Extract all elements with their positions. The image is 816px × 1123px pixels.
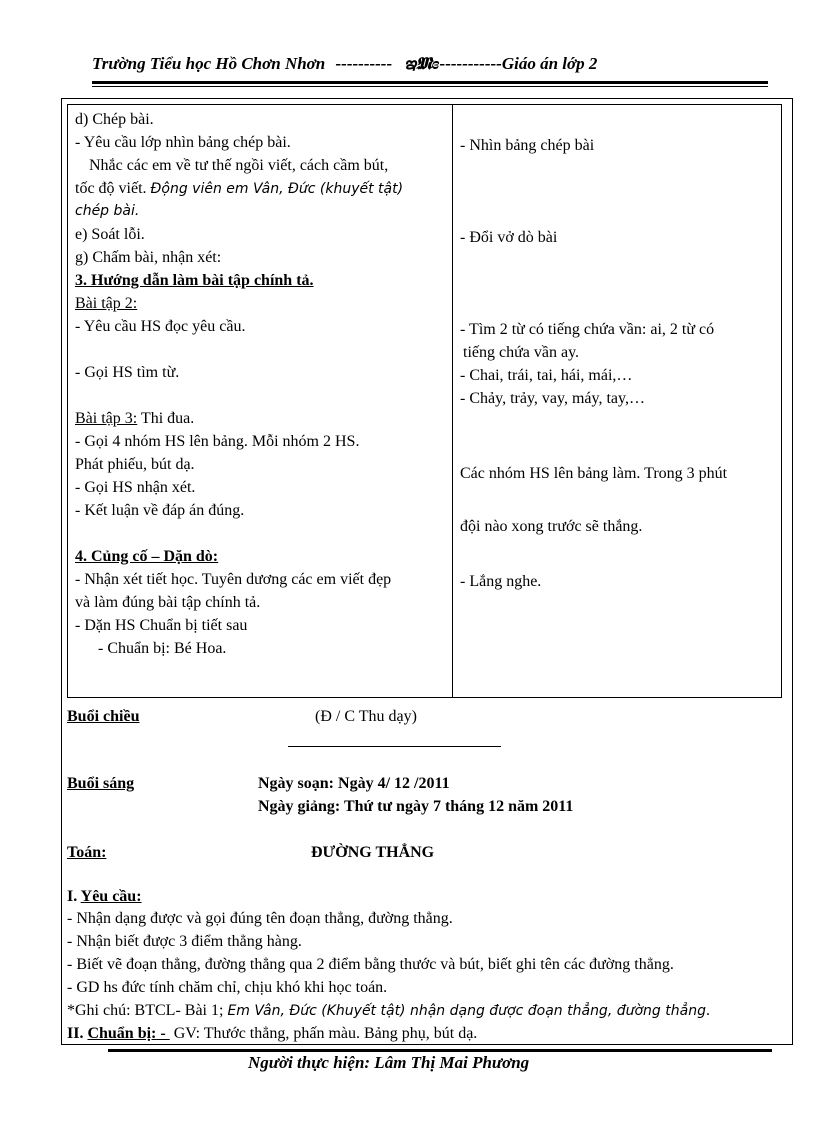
right-line: Các nhóm HS lên bảng làm. Trong 3 phút	[460, 465, 728, 482]
school-name: Trường Tiểu học Hồ Chơn Nhơn	[92, 54, 326, 73]
requirements-number: I.	[67, 888, 81, 905]
note-prefix: *Ghi chú: BTCL- Bài 1;	[67, 1002, 228, 1019]
section-heading: 4. Củng cố – Dặn dò:	[75, 548, 219, 565]
ornament-icon: ఇ𝕸ɞ	[404, 54, 440, 73]
table-right-border	[781, 104, 782, 698]
right-line: - Nhìn bảng chép bài	[460, 137, 595, 154]
header-dashes-right: -----------	[439, 54, 502, 73]
preparation-line	[67, 1022, 477, 1045]
preparation-text: GV: Thước thẳng, phấn màu. Bảng phụ, bút dạ.	[173, 1025, 478, 1042]
morning-label: Buổi sáng	[67, 775, 135, 792]
footer-author: Người thực hiện: Lâm Thị Mai Phương	[248, 1053, 530, 1072]
note-italic: Em Vân, Đức (Khuyết tật) nhận dạng được đoạn thẳng, đường thẳng	[227, 1003, 706, 1019]
exercise-label: Bài tập 2:	[75, 295, 138, 312]
footer-rule-thick	[108, 1049, 772, 1052]
table-bottom-border	[67, 697, 782, 698]
left-line: - Gọi HS tìm từ.	[75, 364, 180, 381]
left-line: - Nhận xét tiết học. Tuyên dương các em viết đẹp	[75, 571, 392, 588]
subject-label: Toán:	[67, 844, 107, 861]
encourage-note: Động viên em Vân, Đức (khuyết tật)	[150, 181, 404, 197]
note-end: .	[705, 1002, 710, 1019]
prep-date: Ngày soạn: Ngày 4/ 12 /2011	[258, 775, 450, 792]
right-line: - Chảy, trảy, vay, máy, tay,…	[460, 390, 645, 407]
section-heading: 3. Hướng dẫn làm bài tập chính tả.	[75, 272, 314, 289]
right-line: tiếng chứa vần ay.	[463, 344, 580, 361]
requirement-item: - Nhận biết được 3 điểm thẳng hàng.	[67, 933, 302, 950]
writing-speed-text: tốc độ viết.	[75, 180, 147, 197]
left-line: - Dặn HS Chuẩn bị tiết sau	[75, 617, 248, 634]
requirement-item: - Biết vẽ đoạn thẳng, đường thẳng qua 2 điểm bằng thước và bút, biết ghi tên các đường thẳng.	[67, 956, 674, 973]
requirement-item: - Nhận dạng được và gọi đúng tên đoạn thẳng, đường thẳng.	[67, 910, 453, 927]
left-line: - Chuẩn bị: Bé Hoa.	[98, 640, 227, 657]
frame-top	[61, 98, 793, 99]
table-top-border	[67, 104, 782, 105]
left-line: Phát phiếu, bút dạ.	[75, 456, 195, 473]
preparation-dash: -	[156, 1025, 170, 1042]
exercise-label: Bài tập 3:	[75, 410, 138, 427]
header-rule-thick	[92, 81, 768, 84]
exercise-3-text: Thi đua.	[137, 410, 195, 427]
afternoon-note: (Đ / C Thu dạy)	[315, 708, 417, 725]
teach-date: Ngày giảng: Thứ tư ngày 7 tháng 12 năm 2011	[258, 798, 574, 815]
left-line	[75, 177, 403, 201]
page-header	[92, 54, 597, 78]
requirements-title: Yêu cầu:	[80, 888, 142, 905]
left-line: - Kết luận về đáp án đúng.	[75, 502, 245, 519]
left-line: Nhắc các em về tư thế ngồi viết, cách cầm bút,	[89, 157, 389, 174]
right-line: đội nào xong trước sẽ thắng.	[460, 518, 643, 535]
left-line: và làm đúng bài tập chính tả.	[75, 594, 261, 611]
header-dashes-left: ----------	[335, 54, 393, 73]
left-line: e) Soát lỗi.	[75, 226, 145, 243]
header-rule-thin	[92, 86, 768, 87]
table-divider	[452, 104, 453, 698]
header-title: Giáo án lớp 2	[501, 54, 598, 73]
preparation-number: II.	[67, 1025, 88, 1042]
right-line: - Chai, trái, tai, hái, mái,…	[460, 367, 633, 384]
requirement-note	[67, 999, 710, 1023]
left-line: - Yêu cầu HS đọc yêu cầu.	[75, 318, 246, 335]
requirement-item: - GD hs đức tính chăm chỉ, chịu khó khi học toán.	[67, 979, 388, 996]
separator-rule	[288, 746, 501, 747]
table-left-border	[67, 104, 68, 698]
left-line: - Yêu cầu lớp nhìn bảng chép bài.	[75, 134, 291, 151]
left-line: - Gọi 4 nhóm HS lên bảng. Mỗi nhóm 2 HS.	[75, 433, 360, 450]
left-line: g) Chấm bài, nhận xét:	[75, 249, 222, 266]
right-line: - Tìm 2 từ có tiếng chứa vần: ai, 2 từ có	[460, 321, 715, 338]
left-line	[75, 407, 194, 430]
right-line: - Đổi vở dò bài	[460, 229, 558, 246]
frame-left	[61, 98, 62, 1045]
left-line: - Gọi HS nhận xét.	[75, 479, 196, 496]
frame-right	[792, 98, 793, 1045]
right-line: - Lắng nghe.	[460, 573, 542, 590]
left-line: d) Chép bài.	[75, 111, 154, 128]
left-line: chép bài.	[75, 203, 140, 219]
lesson-title: ĐƯỜNG THẲNG	[311, 844, 435, 861]
afternoon-label: Buổi chiều	[67, 708, 140, 725]
requirements-heading	[67, 885, 142, 908]
preparation-title: Chuẩn bị:	[87, 1025, 157, 1042]
